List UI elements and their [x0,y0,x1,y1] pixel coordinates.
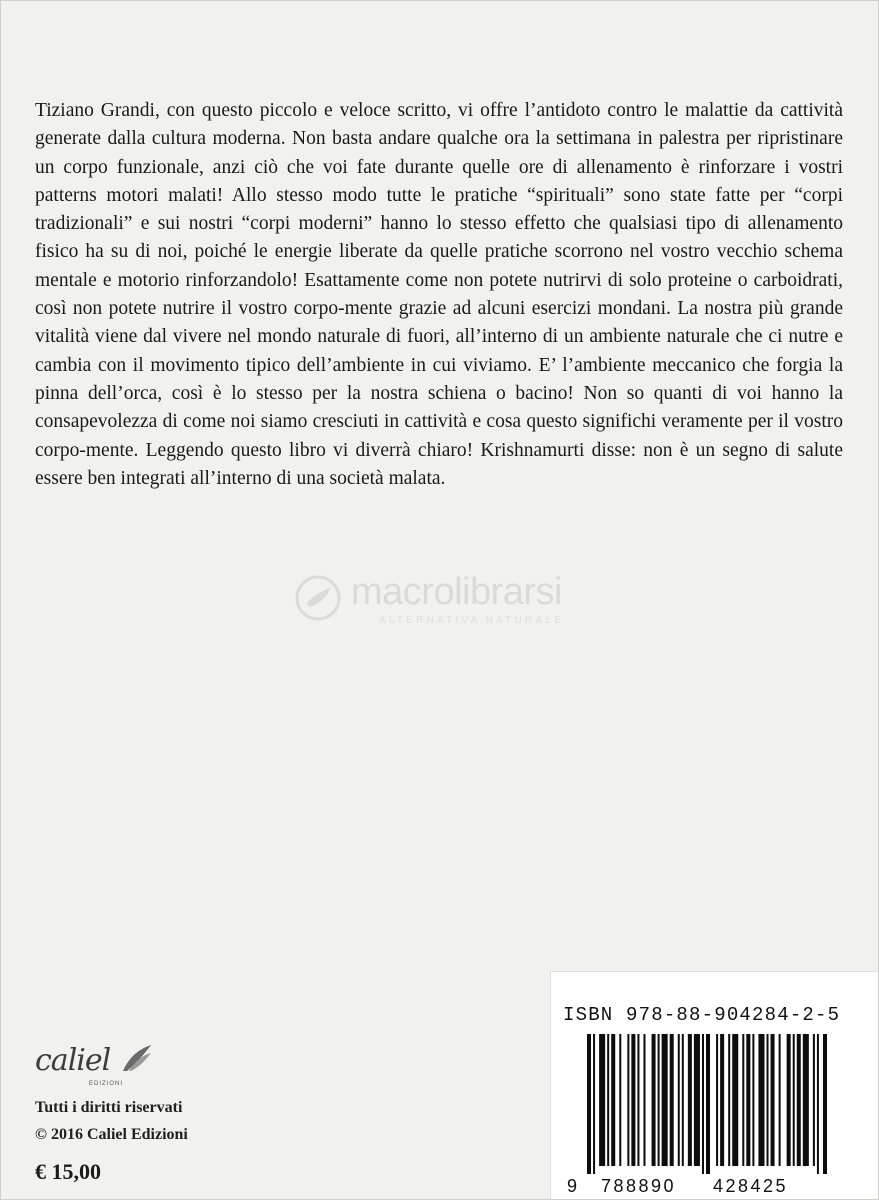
isbn-number: ISBN 978-88-904284-2-5 [563,1004,841,1026]
barcode-bar [797,1034,801,1166]
barcode-bar [652,1034,656,1166]
barcode-bar [706,1034,710,1174]
barcode-bar [619,1034,621,1166]
barcode-bar [688,1034,692,1166]
barcode-bar [787,1034,791,1166]
barcode-bar [758,1034,764,1166]
barcode-bar [599,1034,605,1166]
price: € 15,00 [35,1159,101,1184]
barcode-bar [779,1034,781,1166]
publisher-logo [35,1043,155,1095]
leaf-circle-icon [293,573,343,623]
back-cover-blurb: Tiziano Grandi, con questo piccolo e veloce scritto, vi offre l’antidoto contro le malattie da cattività generate dalla cultura moderna. Non basta andare qualche ora la settimana in palestra per ripristinare un corpo funzionale, anzi ciò che voi fate durante quelle ore di allenamento è rinforzare i vostri patterns motori malati! Allo stesso modo tutte le pratiche “spirituali” sono state fatte per “corpi tradizionali” e sui nostri “corpi moderni” hanno lo stesso effetto che qualsiasi tipo di allenamento fisico ha su di noi, poiché le energie liberate da quelle pratiche scorrono nel vostro vecchio schema mentale e motorio rinforzandolo! Esattamente come non potete nutrirvi di solo proteine o carboidrati, così non potete nutrire il vostro corpo-mente grazie ad alcuni esercizi mondani. La nostra più grande vitalità viene dal vivere nel mondo naturale di fuori, all’interno di un ambiente naturale che ci nutre e cambia con il movimento tipico dell’ambiente in cui viviamo. E’ l’ambiente meccanico che forgia la pinna dell’orca, così è lo stesso per la nostra schiena o bacino! Non so quanti di voi hanno la consapevolezza di come noi siamo cresciuti in cattività e cosa questo significhi veramente per il vostro corpo-mente. Leggendo questo libro vi diverrà chiaro! Krishnamurti disse: non è un segno di salute essere ben integrati all’interno di una società malata. [35,100,843,489]
barcode-bar [817,1034,819,1174]
barcode-bar [823,1034,827,1174]
barcode-bar [742,1034,744,1166]
barcode-bar [587,1034,591,1174]
barcode-bar [678,1034,680,1166]
barcode-bar [627,1034,629,1166]
feather-icon [119,1043,153,1073]
barcode-bar [662,1034,668,1166]
copyright-notice: © 2016 Caliel Edizioni [35,1126,188,1143]
barcode-bar [682,1034,684,1166]
barcode-bar [637,1034,639,1166]
barcode-digit-first: 9 [567,1176,578,1196]
barcode-bar [767,1034,769,1166]
barcode-bar [771,1034,775,1166]
barcode-bar [720,1034,724,1166]
watermark-name: macrolibrarsi [351,571,562,613]
barcode-digits-left: 788890 [601,1176,677,1196]
barcode-bar [728,1034,730,1166]
watermark-tagline: ALTERNATIVA NATURALE [379,615,564,626]
barcode-area [550,971,879,1200]
rights-notice: Tutti i diritti riservati [35,1099,183,1116]
barcode-bar [670,1034,674,1166]
barcode-bar [593,1034,595,1174]
barcode-bar [803,1034,809,1166]
barcode-digits-right: 428425 [713,1176,789,1196]
barcode-bar [813,1034,815,1166]
barcode-bars [587,1034,827,1174]
barcode-bar [716,1034,718,1166]
barcode-bar [607,1034,609,1166]
barcode-bar [658,1034,660,1166]
barcode-bar [702,1034,704,1174]
barcode-bar [752,1034,754,1166]
watermark [293,567,603,639]
barcode-digits [563,1176,863,1200]
barcode-bar [611,1034,615,1166]
barcode-bar [631,1034,635,1166]
barcode-bar [746,1034,750,1166]
publisher-logo-text: caliel [35,1043,111,1078]
barcode-bar [643,1034,645,1166]
publisher-logo-subtitle: EDIZIONI [89,1081,124,1087]
barcode-bar [694,1034,700,1166]
barcode-bar [732,1034,738,1166]
barcode-bar [793,1034,795,1166]
